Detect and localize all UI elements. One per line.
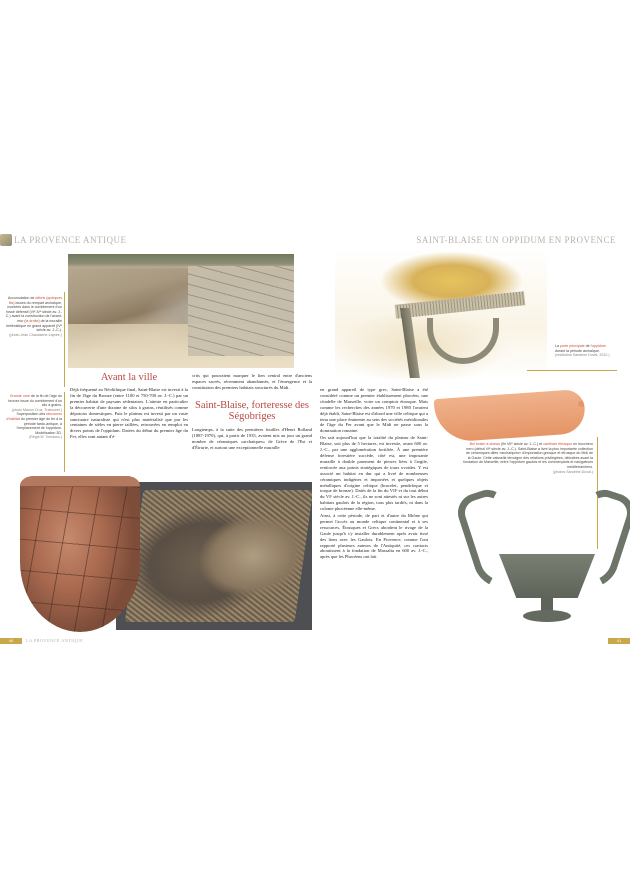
caption-gate: La porte principale de l'oppidum durant la période archaïque. (restitution Sandrine Duval, 2012.) — [555, 344, 610, 358]
bronze-age-urn-photo — [20, 476, 140, 632]
body-column-2b: Longtemps, à la suite des premières fouilles d'Henri Rolland (1887-1970), qui, à partir de 1935, avaient mis au jour un grand nombre de céramiques «archaïques» de Grèce de l'Est et d'Étrurie, et surtout une exceptionnelle muraille — [192, 427, 312, 450]
left-page — [0, 232, 315, 652]
body-column-2: crits qui pourraient marquer le lien central entre d'anciens espaces sacrés, récemment abandonnés, et l'émergence et la constitution des premiers habitats structurés du Midi. — [192, 373, 312, 390]
page-number-right: 41 — [608, 638, 630, 644]
left-running-title: LA PROVENCE ANTIQUE — [14, 235, 127, 245]
body-column-1: Déjà fréquenté au Néolithique final, Saint-Blaise est investi à la fin de l'âge du Bronze (entre 1100 et 750-700 av. J.-C.) par un premier habitat de paysans sédentaires. L'atteste en particulier la découverte d'une dizaine de silos à grains, réutilisés comme dépotoirs domestiques. Puis le plateau est investi par un vaste sanctuaire naturaliste qui n'est plus matérialisé que par les centaines de stèles en pierre taillées, retrouvées en remploi en divers points de l'oppidum. Datées du début du premier âge du Fer, elles sont autant d'é- — [70, 387, 188, 440]
section-logo-icon — [0, 234, 12, 246]
magazine-spread — [0, 232, 630, 652]
excavation-wall-photo — [68, 254, 294, 368]
3d-model-photo — [116, 482, 312, 630]
caption-excavation: Accumulation de débris (quelques lits) issues du rempart archaïque, montées dans le comblement d'un fossé défensif (VIᵉ-IVᵉ siècle av. J.-C.) avant la construction de l'avant-mur (la droite) de la muraille hellénistique en grand appareil (IVᵉ siècle av. J.-C.). (photo Jean Chausserie-Laprée.) — [5, 296, 62, 337]
right-running-title: SAINT-BLAISE UN OPPIDUM EN PROVENCE — [416, 235, 616, 245]
section-title-segobriges: Saint-Blaise, forteresse des Ségobriges — [194, 400, 309, 422]
caption-urn-and-3d: Grande urne de la fin de l'âge du bronze issue du comblement d'un silo à grains. (photo Manon Cruz, Trabouret.) Superposition des structures d'habitat du premier âge du fer à la période tardo-antique, à l'emplacement de l'oppidum. Modélisation 3D. (Régis M. Tomasso.) — [6, 394, 62, 440]
ionian-bird-bowl-photo — [434, 389, 587, 443]
caption-rule — [64, 292, 65, 387]
body-column-3: en grand appareil de type grec, Saint-Blaise a été considéré comme un premier établissement phocéen, une citadelle de Marseille, voire un comptoir étrusque. Mais comme les recherches des années 1970 et 1980 l'avaient déjà établi, Saint-Blaise est d'abord une ville celtique qui a tenu une place éminente au sein des sociétés méridionales de l'âge du Fer avant que le Midi ne passe sous la domination romaine. On sait aujourd'hui que la totalité du plateau de Saint-Blaise, soit plus de 5 hectares, est investie, avant 600 av. J.-C., par une agglomération fortifiée. À une première défense forestière succède, côté est, une imposante muraille à double parement de pierres liées à l'argile, renforcée aux points stratégiques de tours ovoïdes. Y est associé un habitat en dur qui a livré de nombreuses céramiques indigènes et importées et quelques objets métalliques d'origine celtique (bracelet, pendeloque et torque de bronze). Datés de la fin du VIIᵉ et du tout début du VIᵉ siècle av. J.-C., ils ne sont attestés ni sur les autres habitats gaulois de la région, tous plus tardifs, ni dans la colonie phocéenne elle-même. Ainsi, à cette période, de part et d'autre du Rhône qui permet l'accès au monde celtique continental et à ses ressources, Étrusques et Grecs abordent le rivage de la Gaule jusqu'à s'y installer durablement après avoir tissé des liens avec les Gaulois. En Provence, comme l'ont rapporté plusieurs auteurs de l'Antiquité, ces contacts aboutissent à la fondation de Massalia en 600 av. J.-C., après que les Phocéens ont fait — [320, 387, 428, 560]
page-number-left: 40 — [0, 638, 22, 644]
footer-title-left: LA PROVENCE ANTIQUE — [26, 638, 84, 643]
caption-rule — [64, 392, 65, 472]
section-title-avant-la-ville: Avant la ville — [100, 372, 158, 383]
caption-rule — [527, 370, 617, 371]
gate-reconstruction-illustration — [335, 248, 547, 380]
right-page — [315, 232, 630, 652]
etruscan-kantharos-photo — [467, 490, 625, 632]
caption-ceramics: Bol ionien à oiseau (fin VIIᵉ siècle av. J.-C.) et canthare étrusque en bucchero nero (début VIᵉ siècle av. J.-C.). Saint-Blaise a livré la plus importante collection de céramiques dites «archaïques» d'importation grecque et étrusque du Midi de la Gaule. Cette vaisselle témoigne des relations privilégiées, débutées avant la fondation de Marseille, entre l'oppidum gaulois et les commerçants et navigateurs méditerranéens. (photos Sandrine Duval.) — [463, 442, 593, 474]
